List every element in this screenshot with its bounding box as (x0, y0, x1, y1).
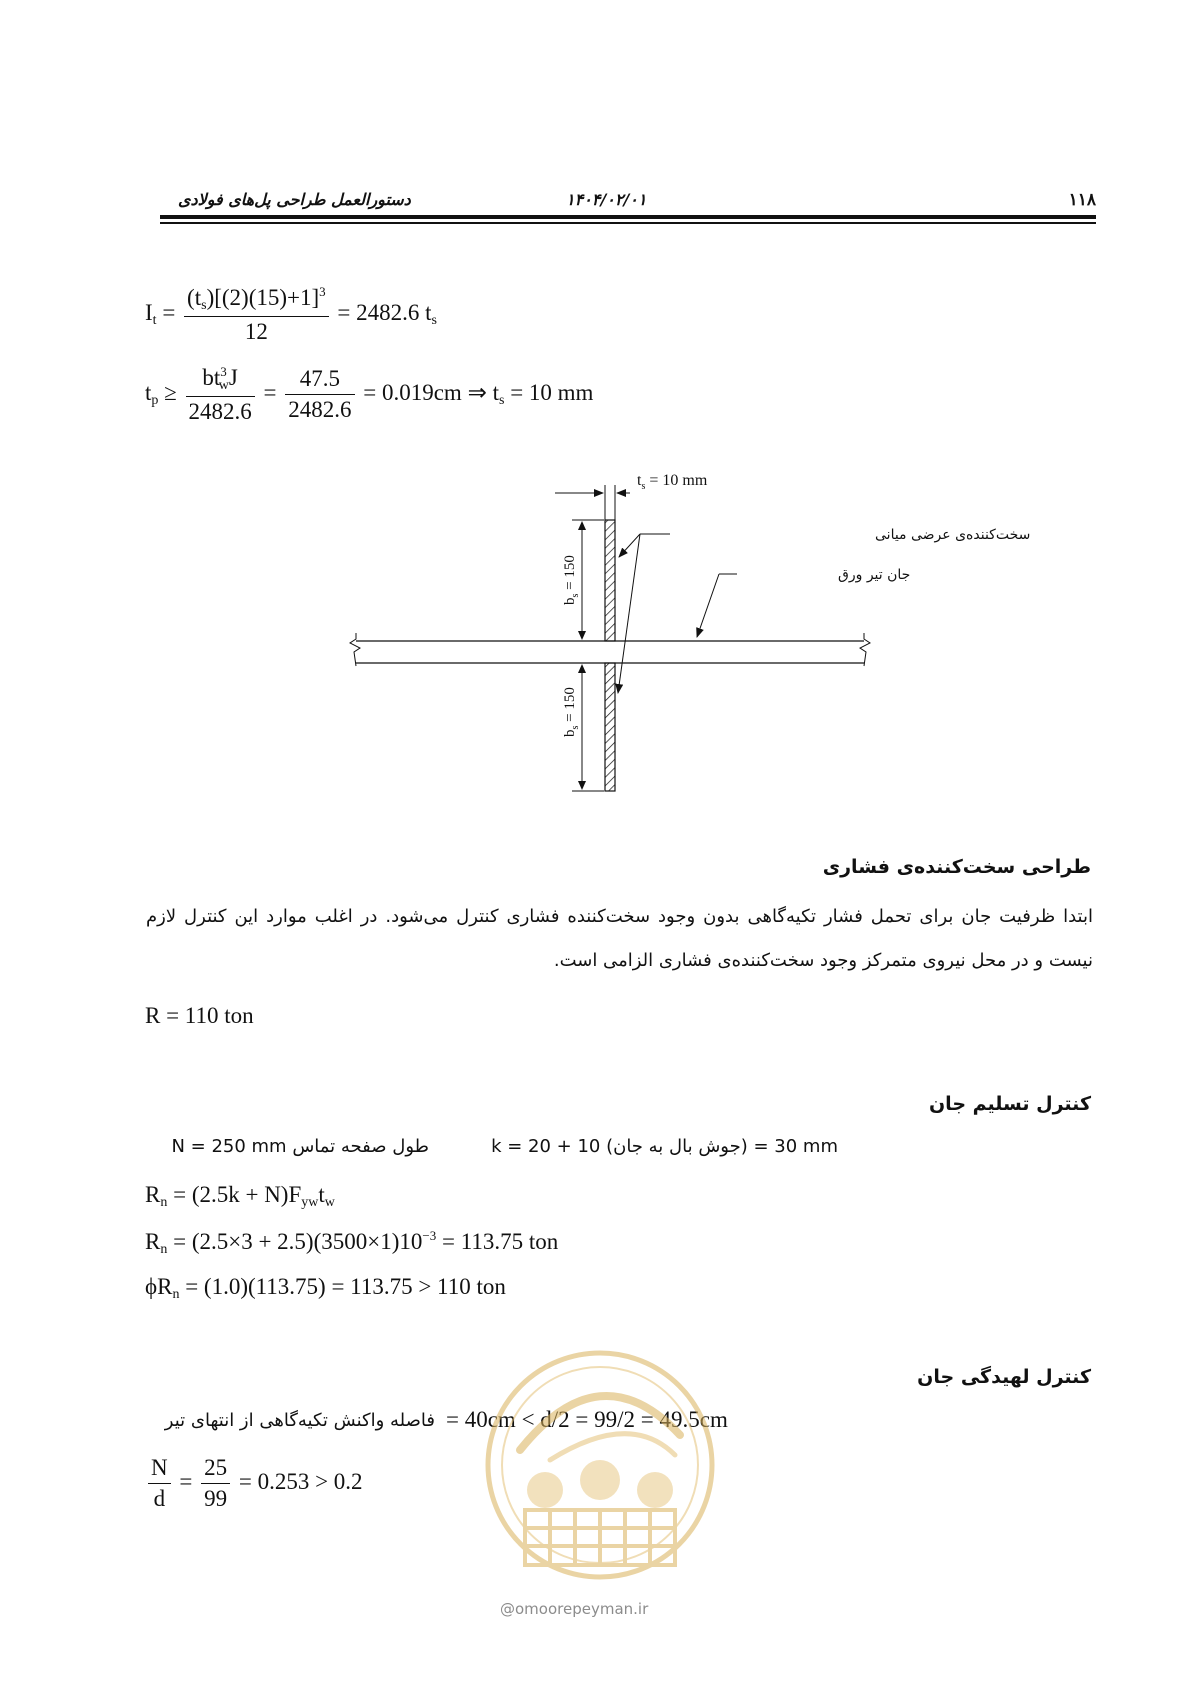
svg-text:سخت‌کننده‌ی عرضی میانی: سخت‌کننده‌ی عرضی میانی (875, 527, 1031, 543)
It-fraction: $\frac{(t_s)[(2)(15)+1]^3}{12}$ (184, 284, 329, 345)
svg-text:ts = 10 mm: $t_s = 10$ mm (637, 472, 708, 492)
header-rule-thick (160, 215, 1096, 219)
web-leader (697, 567, 910, 637)
equation-It: $I_t$ = $\frac{(t_s)[(2)(15)+1]^3}{12}$ = 2482.6 $t_s$ (145, 284, 437, 344)
ts-dimension (555, 472, 708, 520)
stiffener-lower (605, 663, 615, 791)
tp-fraction-1: $\frac{bt^3_wJ}{2482.6}$ (186, 364, 255, 425)
watermark-logo (480, 1340, 720, 1590)
equation-phiRn: $\phi R_n = (1.0)(113.75) = 113.75 > 110$ ton (145, 1274, 506, 1302)
svg-text:bs = 150: $b_s = 150$ (562, 687, 581, 737)
page-number: ۱۱۸ (1068, 190, 1096, 210)
heading-web-crippling: کنترل لهیدگی جان (917, 1366, 1091, 1388)
watermark-url: @omoorepeyman.ir (500, 1600, 649, 1618)
bs-dimension-upper (562, 520, 604, 640)
header-rule-thin (160, 222, 1096, 224)
bs-dimension-lower (562, 664, 604, 791)
paragraph-bearing: ابتدا ظرفیت جان برای تحمل فشار تکیه‌گاهی بدون وجود سخت‌کننده فشاری کنترل می‌شود. در اغلب موارد این کنترل لازم نیست و در محل نیروی متمرکز وجود سخت‌کننده‌ی فشاری الزامی است. (146, 906, 1093, 971)
equation-Rn-value: $R_n = (2.5\times 3 + 2.5)(3500\times 1)10^{-3} = 113.75$ ton (145, 1228, 559, 1257)
stiffener-leader (618, 527, 1030, 693)
k-distance-text: k = 20 + 10 (جوش بال به جان) = 30 mm (491, 1136, 838, 1157)
heading-web-yielding: کنترل تسلیم جان (928, 1093, 1091, 1115)
svg-text:جان تیر ورق: جان تیر ورق (838, 567, 911, 583)
header-date: ۱۴۰۴/۰۲/۰۱ (566, 190, 647, 209)
heading-bearing-stiffener: طراحی سخت‌کننده‌ی فشاری (822, 856, 1091, 878)
distance-label: فاصله واکنش تکیه‌گاهی از انتهای تیر (164, 1410, 435, 1431)
equation-tp: $t_p$ ≥ $\frac{bt^3_wJ}{2482.6}$ = $\frac{47.5}{2482.6}$ = 0.019cm ⇒ $t_s = 10$ mm (145, 364, 594, 424)
bearing-length-text: طول صفحه تماس N = 250 mm (171, 1136, 429, 1157)
equation-N-over-d: $\frac{N}{d}$ = $\frac{25}{99}$ = 0.253 > 0.2 (145, 1455, 363, 1512)
header-title: دستورالعمل طراحی پل‌های فولادی (178, 190, 411, 209)
stiffener-figure (340, 465, 1031, 805)
equation-Rn-general: $R_n = (2.5k + N)F_{yw}t_w$ (145, 1182, 335, 1210)
tp-fraction-2: $\frac{47.5}{2482.6}$ (285, 366, 354, 423)
equation-reaction: R = 110 ton (145, 1003, 254, 1028)
svg-text:bs = 150: $b_s = 150$ (562, 555, 581, 605)
stiffener-upper (605, 520, 615, 641)
equation-distance: = 40cm < d/2 = 99/2 = 49.5cm (446, 1407, 728, 1432)
